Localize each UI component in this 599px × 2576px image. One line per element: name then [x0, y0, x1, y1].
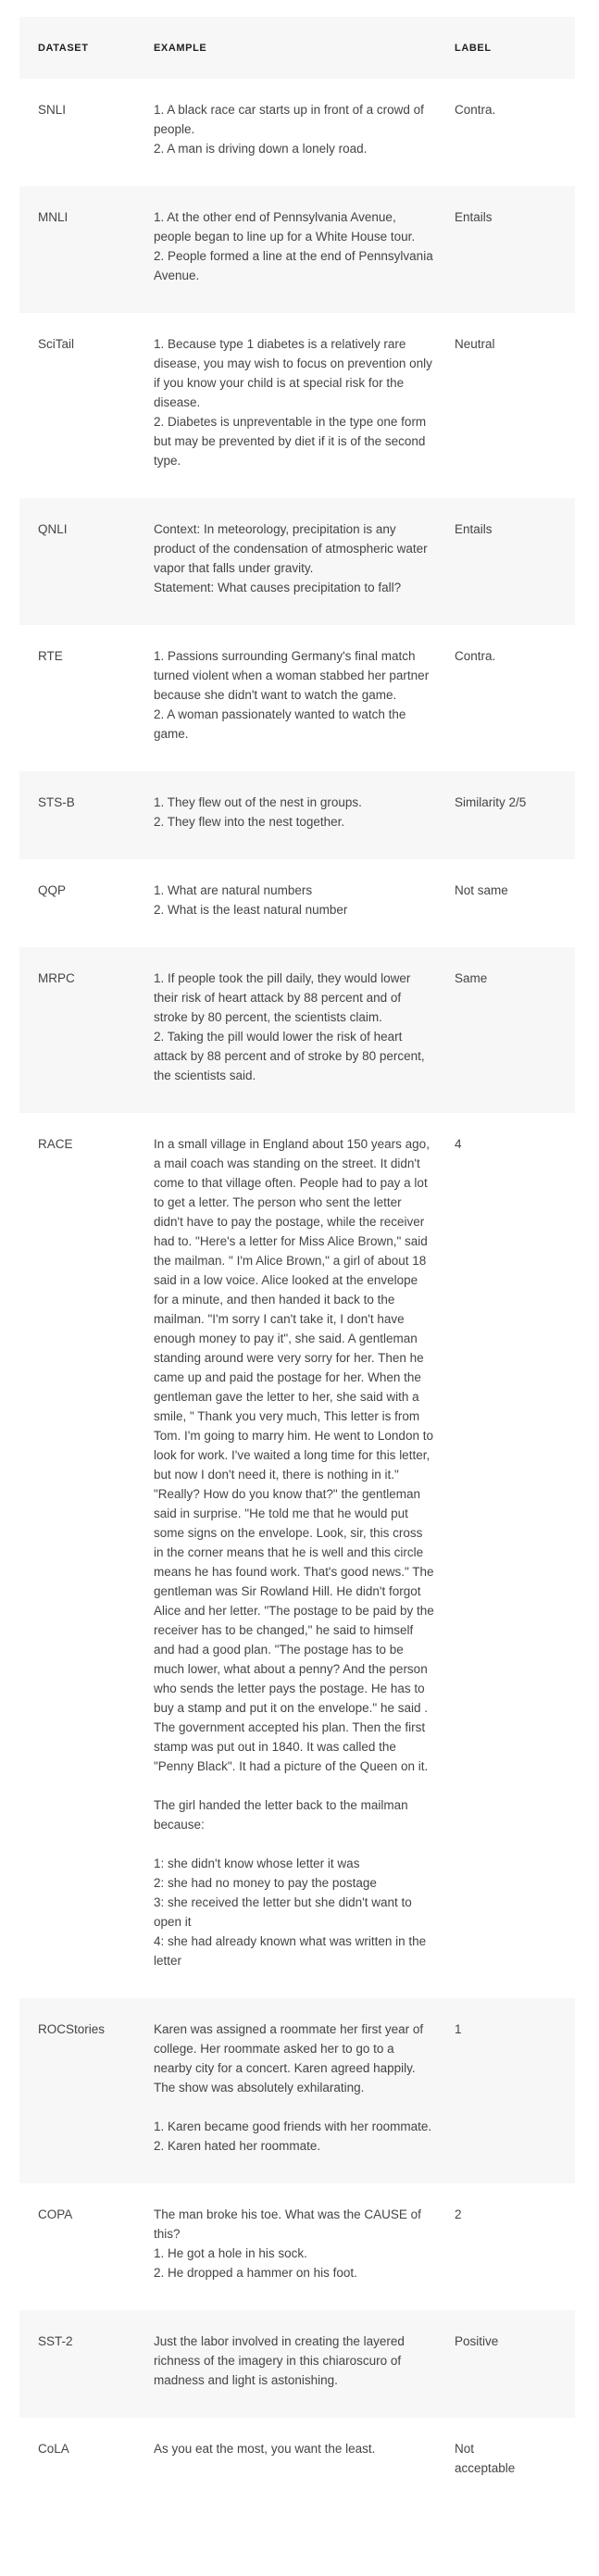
- dataset-name: RACE: [38, 1137, 73, 1151]
- example-line: 1. He got a hole in his sock.: [154, 2246, 307, 2260]
- label-value: Same: [455, 971, 488, 985]
- datasets-table: [19, 17, 575, 2506]
- example-text: [154, 334, 455, 470]
- label-value: Similarity 2/5: [455, 795, 527, 809]
- label-value: 1: [455, 2022, 462, 2036]
- label-value: Contra.: [455, 649, 496, 663]
- label-value: Contra.: [455, 103, 496, 117]
- example-line: The man broke his toe. What was the CAUSE of this?: [154, 2207, 421, 2241]
- example-line: 1. They flew out of the nest in groups.: [154, 795, 362, 809]
- example-line: 1. If people took the pill daily, they would lower their risk of heart attack by 88 percent and of stroke by 80 percent, the scientists claim.: [154, 971, 411, 1024]
- example-text: [154, 100, 455, 158]
- table-row: [19, 625, 575, 771]
- example-paragraph: [154, 1854, 434, 1970]
- example-line: 2. A woman passionately wanted to watch the game.: [154, 707, 406, 741]
- table-row: [19, 186, 575, 313]
- table-row: [19, 2418, 575, 2506]
- example-line: 2. They flew into the nest together.: [154, 815, 345, 829]
- label-value: 4: [455, 1137, 462, 1151]
- example-text: [154, 646, 455, 744]
- example-text: [154, 793, 455, 832]
- example-text: [154, 2332, 455, 2390]
- label-value: Entails: [455, 210, 493, 224]
- dataset-name: RTE: [38, 649, 63, 663]
- example-line: 1. Because type 1 diabetes is a relatively rare disease, you may wish to focus on prevention only if you know your child is at special risk for the disease.: [154, 337, 432, 409]
- example-line: As you eat the most, you want the least.: [154, 2442, 376, 2456]
- example-text: [154, 207, 455, 285]
- table-row: [19, 947, 575, 1113]
- example-line: The girl handed the letter back to the mailman because:: [154, 1798, 408, 1832]
- example-line: 2. Karen hated her roommate.: [154, 2139, 321, 2153]
- table-row: [19, 771, 575, 859]
- label-value: Not same: [455, 883, 508, 897]
- dataset-name: QNLI: [38, 522, 68, 536]
- dataset-name: STS-B: [38, 795, 75, 809]
- example-text: [154, 969, 455, 1085]
- example-line: 1. Passions surrounding Germany's final match turned violent when a woman stabbed her partner because she didn't want to watch the game.: [154, 649, 430, 702]
- example-line: Statement: What causes precipitation to fall?: [154, 581, 402, 594]
- example-paragraph: [154, 2020, 434, 2097]
- dataset-name: MRPC: [38, 971, 75, 985]
- label-value: Positive: [455, 2334, 499, 2348]
- dataset-name: SNLI: [38, 103, 67, 117]
- example-line: 1. Karen became good friends with her roommate.: [154, 2120, 432, 2133]
- label-value: 2: [455, 2207, 462, 2221]
- label-value: Not acceptable: [455, 2442, 516, 2475]
- example-line: 1. At the other end of Pennsylvania Avenue, people began to line up for a White House tour.: [154, 210, 416, 244]
- table-row: [19, 498, 575, 625]
- example-line: 1. What are natural numbers: [154, 883, 313, 897]
- example-line: 2. What is the least natural number: [154, 903, 348, 917]
- label-value: Neutral: [455, 337, 495, 351]
- example-text: [154, 2020, 455, 2156]
- example-text: [154, 519, 455, 597]
- example-line: 2. People formed a line at the end of Pennsylvania Avenue.: [154, 249, 433, 282]
- example-line: Karen was assigned a roommate her first year of college. Her roommate asked her to go to a nearby city for a concert. Karen agreed happily. The show was absolutely exhilarating.: [154, 2022, 424, 2095]
- dataset-name: ROCStories: [38, 2022, 106, 2036]
- dataset-name: SST-2: [38, 2334, 73, 2348]
- dataset-name: COPA: [38, 2207, 73, 2221]
- table-row: [19, 313, 575, 498]
- header-example: EXAMPLE: [154, 42, 207, 54]
- example-line: In a small village in England about 150 years ago, a mail coach was standing on the street. It didn't come to that village often. People had to pay a lot to get a letter. The person who sent the letter didn't have to pay the postage, while the receiver had to. "Here's a letter for Miss Alice Brown," said the mailman. " I'm Alice Brown," a girl of about 18 said in a low voice. Alice looked at the envelope for a minute, and then handed it back to the mailman. "I'm sorry I can't take it, I don't have enough money to pay it", she said. A gentleman standing around were very sorry for her. Then he came up and paid the postage for her. When the gentleman gave the letter to her, she said with a smile, " Thank you very much, This letter is from Tom. I'm going to marry him. He went to London to look for work. I've waited a long time for this letter, but now I don't need it, there is nothing in it." "Really? How do you know that?" the gentleman said in surprise. "He told me that he would put some signs on the envelope. Look, sir, this cross in the corner means that he is well and this circle means he has found work. That's good news." The gentleman was Sir Rowland Hill. He didn't forgot Alice and her letter. "The postage to be paid by the receiver has to be changed," he said to himself and had a good plan. "The postage has to be much lower, what about a penny? And the person who sends the letter pays the postage. He has to buy a stamp and put it on the envelope." he said . The government accepted his plan. Then the first stamp was put out in 1840. It was called the "Penny Black". It had a picture of the Queen on it.: [154, 1137, 434, 1773]
- label-value: Entails: [455, 522, 493, 536]
- example-line: 4: she had already known what was written in the letter: [154, 1934, 427, 1968]
- example-line: 2: she had no money to pay the postage: [154, 1876, 377, 1890]
- dataset-name: QQP: [38, 883, 67, 897]
- dataset-name: SciTail: [38, 337, 75, 351]
- example-paragraph: [154, 1134, 434, 1776]
- table-row: [19, 79, 575, 186]
- example-text: [154, 2205, 455, 2282]
- table-row: [19, 2183, 575, 2310]
- example-line: Context: In meteorology, precipitation is any product of the condensation of atmospheric water vapor that falls under gravity.: [154, 522, 428, 575]
- table-row: [19, 1998, 575, 2183]
- header-label: LABEL: [455, 42, 492, 54]
- dataset-name: CoLA: [38, 2442, 69, 2456]
- table-row: [19, 1113, 575, 1998]
- example-line: 2. Diabetes is unpreventable in the type one form but may be prevented by diet if it is of the second type.: [154, 415, 427, 468]
- example-line: 1: she didn't know whose letter it was: [154, 1857, 360, 1870]
- example-paragraph: [154, 2117, 434, 2156]
- table-row: [19, 859, 575, 947]
- dataset-name: MNLI: [38, 210, 69, 224]
- example-line: 3: she received the letter but she didn't want to open it: [154, 1895, 412, 1929]
- example-paragraph: [154, 1795, 434, 1834]
- table-header: [19, 17, 575, 79]
- example-line: 1. A black race car starts up in front of a crowd of people.: [154, 103, 424, 136]
- example-line: 2. Taking the pill would lower the risk of heart attack by 88 percent and of stroke by 80 percent, the scientists said.: [154, 1030, 425, 1082]
- example-line: 2. He dropped a hammer on his foot.: [154, 2266, 357, 2280]
- example-text: [154, 2439, 455, 2478]
- example-line: Just the labor involved in creating the layered richness of the imagery in this chiaroscuro of madness and light is astonishing.: [154, 2334, 405, 2387]
- example-text: [154, 1134, 455, 1970]
- example-text: [154, 881, 455, 919]
- header-dataset: DATASET: [38, 42, 89, 54]
- table-row: [19, 2310, 575, 2418]
- table-body: [19, 79, 575, 2506]
- example-line: 2. A man is driving down a lonely road.: [154, 142, 368, 156]
